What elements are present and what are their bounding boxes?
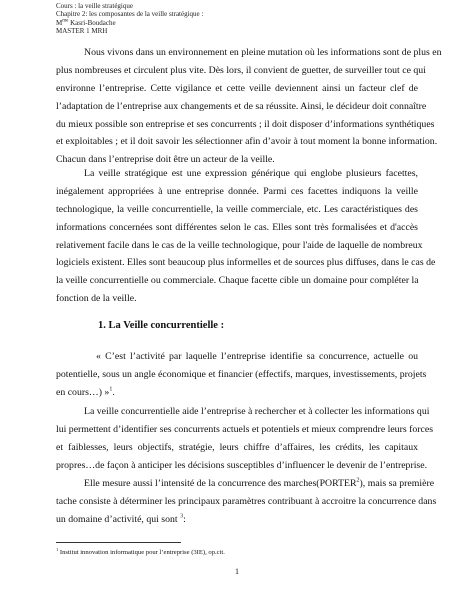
header-author-sup: me	[62, 18, 69, 24]
header-chapter: Chapitre 2: les composantes de la veille stratégique :	[56, 10, 204, 19]
text-line	[56, 511, 418, 529]
header-author-prefix: M	[56, 18, 63, 27]
footnote-separator	[56, 542, 181, 543]
text-line: lui permettent d’identifier ses concurrents actuels et potentiels et mieux comprendre leurs forces	[56, 423, 434, 435]
paragraph-intro	[56, 44, 442, 169]
text-line: « C’est l’activité par laquelle l’entreprise identifie sa concurrence, actuelle ou	[96, 351, 418, 362]
page-number: 1	[235, 567, 239, 576]
header-level: MASTER 1 MRH	[56, 27, 108, 36]
page-header	[56, 2, 203, 36]
footnote-ref-3: 3	[180, 513, 184, 520]
text-line: informations concernées sont différentes selon le cas. Elles sont très formalisées et d'accès	[56, 221, 418, 233]
text-line	[56, 475, 435, 493]
text-line: la veille concurrentielle ou commerciale. Chaque facette cible un domaine pour compléter la	[56, 275, 419, 287]
text-line: et faiblesses, leurs objectifs, stratégie, leurs chiffre d’affaires, les crédits, les capitaux	[56, 441, 418, 453]
footnote-ref-2: 2	[356, 477, 360, 484]
footnote-ref-1: 1	[109, 386, 113, 393]
paragraph-veille-concurrentielle	[56, 403, 434, 475]
footnote-text: Institut innovation informatique pour l’entreprise (3IE), op.cit.	[58, 549, 225, 557]
text-line: l’adaptation de l’entreprise aux changements et de sa réussite. Ainsi, le décideur doit connaître	[56, 100, 427, 112]
porter-line3: un domaine d’activité, qui sont	[56, 513, 181, 525]
text-line: La veille stratégique est une expression générique qui englobe plusieurs facettes,	[84, 168, 418, 179]
text-line: du mieux possible son entreprise et ses concurrents ; il doit disposer d’informations synthétiques	[56, 118, 435, 130]
paragraph-quote	[56, 348, 427, 402]
text-line: fonction de la veille.	[56, 293, 137, 305]
text-line: tache consiste à déterminer les principaux paramètres contribuant à accroitre la concurrence dans	[56, 495, 437, 507]
text-line: plus nombreuses et circulent plus vite. Dès lors, il convient de guetter, de surveiller tout ce qui	[56, 64, 426, 76]
section-heading	[98, 320, 224, 331]
text-line	[56, 384, 418, 402]
text-line: Nous vivons dans un environnement en pleine mutation où les informations sont de plus en	[84, 47, 442, 58]
paragraph-veille-strategique	[56, 165, 436, 308]
text-line: et exploitables ; et il doit savoir les sélectionner afin d’avoir à tout moment la bonne information.	[56, 136, 438, 148]
text-line: technologique, la veille concurrentielle, la veille commerciale, etc. Les caractéristiques des	[56, 203, 418, 215]
text-line: relativement facile dans le cas de la veille technologique, pour l'aide de laquelle de nombreux	[56, 239, 423, 251]
footnote-number: 1	[56, 547, 59, 552]
porter-line3-end: :	[183, 513, 186, 525]
quote-end-text: en cours…) »	[56, 386, 110, 398]
header-author-name: Kasri-Boudache	[68, 18, 116, 27]
footnote	[56, 547, 225, 556]
text-line: La veille concurrentielle aide l’entreprise à rechercher et à collecter les informations qui	[84, 406, 430, 417]
text-line: propres…de façon à anticiper les décisions susceptibles d’influencer le devenir de l’entreprise.	[56, 459, 428, 471]
porter-line1-b: ), mais sa première	[359, 478, 435, 489]
text-line: environne l’entreprise. Cette vigilance et cette veille deviennent ainsi un facteur clef de	[56, 82, 418, 94]
section-heading-text: 1. La Veille concurrentielle :	[98, 320, 225, 331]
text-line: logiciels existent. Elles sont beaucoup plus informelles et de sources plus diffuses, dans le cas de	[56, 257, 436, 269]
text-line: inégalement appropriées à une entreprise donnée. Parmi ces facettes indiquons la veille	[56, 185, 418, 197]
header-course: Cours : la veille stratégique	[56, 2, 133, 10]
header-author	[56, 19, 203, 27]
paragraph-porter	[56, 475, 437, 529]
text-line: Chacun dans l’entreprise doit être un acteur de la veille.	[56, 154, 275, 166]
text-line: potentielle, sous un angle économique et financier (effectifs, marques, investissements, projets	[56, 368, 427, 380]
quote-end-period: .	[112, 386, 115, 398]
porter-line1-a: Elle mesure aussi l’intensité de la concurrence des marches(PORTER	[84, 478, 357, 489]
